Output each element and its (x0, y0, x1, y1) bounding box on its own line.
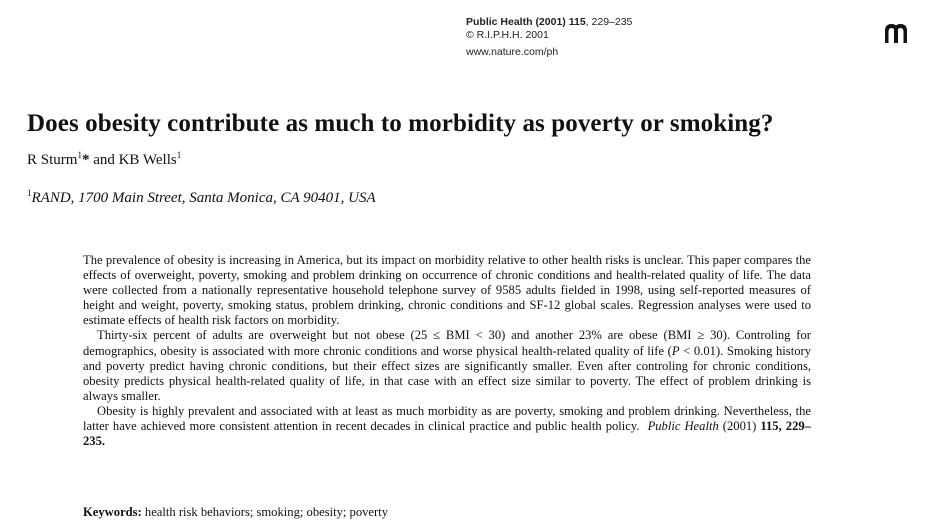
author-list (27, 152, 181, 169)
journal-copyright: © R.I.P.H.H. 2001 (466, 29, 549, 41)
author-affiliation-mark: 1 (77, 150, 82, 160)
affiliation-text: RAND, 1700 Main Street, Santa Monica, CA 90401, USA (31, 190, 376, 206)
author-name: R Sturm (27, 152, 78, 168)
abstract-paragraph: Obesity is highly prevalent and associated with at least as much morbidity as are poverty, smoking and problem drinking. Nevertheless, the latter have achieved more consistent attention in recent decades in clinical practice and public health policy. Public Health (2001) 115, 229–235. (83, 403, 811, 449)
journal-name: Public Health (466, 16, 533, 28)
affiliation-mark: 1 (27, 188, 32, 198)
author-name: and KB Wells (89, 152, 177, 168)
author-affiliation-mark: 1 (176, 150, 182, 160)
journal-url[interactable]: www.nature.com/ph (466, 46, 559, 58)
abstract (83, 253, 811, 449)
citation-pages: 229–235. (83, 419, 811, 449)
affiliation (27, 190, 376, 207)
abstract-paragraph: The prevalence of obesity is increasing in America, but its impact on morbidity relative to other health risks is unclear. This paper compares the effects of overweight, poverty, smoking and problem drinking on occurrence of chronic conditions and health-related quality of life. The data were collected from a nationally representative household telephone survey of 9585 adults fielded in 1998, using self-reported measures of height and weight, poverty, smoking status, problem drinking, chronic conditions and SF-12 global scales. Regression analyses were used to estimate effects of health risk factors on morbidity. (83, 253, 811, 328)
keywords-label: Keywords: (83, 505, 142, 519)
abstract-paragraph: Thirty-six percent of adults are overweight but not obese (25 ≤ BMI < 30) and another 23% are obese (BMI ≥ 30). Controling for demographics, obesity is associated with more chronic conditions and worse physical health-related quality of life (P < 0.01). Smoking history and poverty predict having chronic conditions, but their effect sizes are significantly smaller. Even after controling for chronic conditions, obesity predicts physical health-related quality of life, in that case with an effect size similar to poverty. The effect of problem drinking is always smaller. (83, 328, 811, 403)
keywords-text: health risk behaviors; smoking; obesity; poverty (144, 505, 389, 519)
corresponding-author-mark: * (81, 152, 90, 168)
citation-journal: Public Health (647, 419, 719, 434)
nature-publishing-logo-icon (884, 22, 908, 44)
article-title: Does obesity contribute as much to morbidity as poverty or smoking? (27, 110, 774, 137)
journal-citation: Public Health (2001) 115, 229–235 (466, 16, 633, 28)
journal-pages: 229–235 (591, 16, 633, 28)
journal-year: (2001) (535, 16, 566, 28)
journal-header (466, 16, 632, 59)
journal-volume: 115 (568, 16, 586, 28)
keywords (83, 505, 388, 520)
citation-volume: 115, (760, 419, 782, 434)
